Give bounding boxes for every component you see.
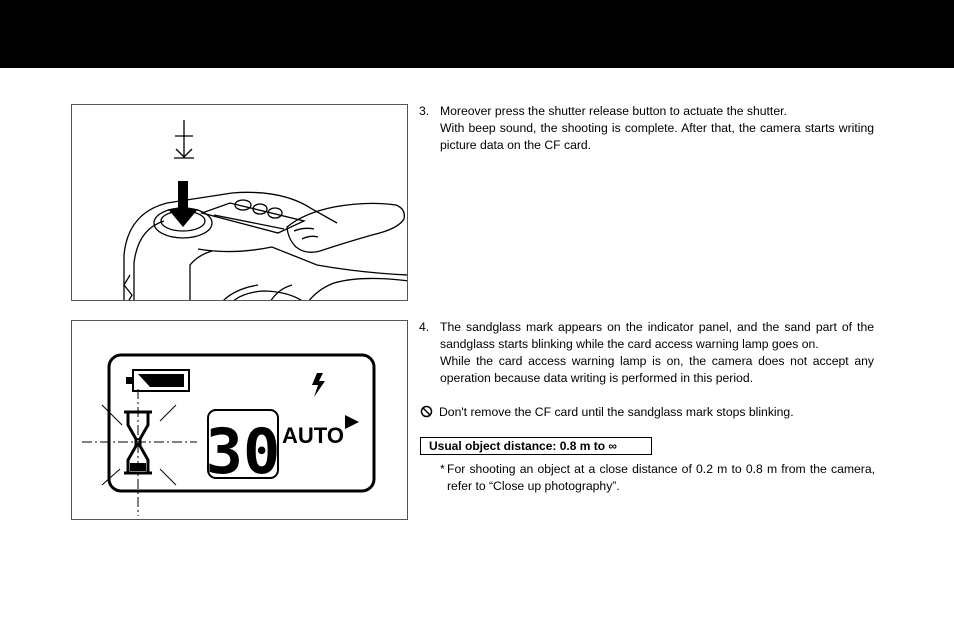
object-distance-box: Usual object distance: 0.8 m to ∞ (420, 437, 652, 455)
note-asterisk: * (440, 462, 445, 476)
down-arrow-icon (168, 181, 198, 227)
press-symbol-icon (174, 120, 194, 158)
close-up-note (440, 461, 875, 495)
lcd-panel-illustration (71, 320, 408, 520)
note-text: For shooting an object at a close distance of 0.2 m to 0.8 m from the camera, refer to “Close up photography”. (447, 462, 875, 493)
flash-icon (312, 373, 325, 397)
play-triangle-icon (345, 415, 359, 429)
step-number: 4. (419, 320, 430, 334)
warning-text: Don't remove the CF card until the sandglass mark stops blinking. (439, 405, 794, 419)
header-bar (0, 0, 954, 68)
step-text: The sandglass mark appears on the indicator panel, and the sand part of the sandglass starts blinking while the card access warning lamp goes on. (440, 320, 874, 351)
warning-note (420, 404, 794, 421)
auto-mode-label: AUTO (282, 423, 344, 448)
frame-counter-display (206, 410, 281, 488)
step-text: While the card access warning lamp is on, the camera does not accept any operation because data writing is performed in this period. (440, 354, 874, 385)
prohibit-icon (420, 405, 433, 418)
frame-count-digits: 30 (205, 415, 281, 488)
step-text: With beep sound, the shooting is complete. After that, the camera starts writing picture data on the CF card. (440, 121, 874, 152)
step-text: Moreover press the shutter release button to actuate the shutter. (440, 104, 787, 118)
step-number: 3. (419, 104, 430, 118)
battery-icon (126, 370, 189, 391)
shutter-press-illustration (71, 104, 408, 301)
